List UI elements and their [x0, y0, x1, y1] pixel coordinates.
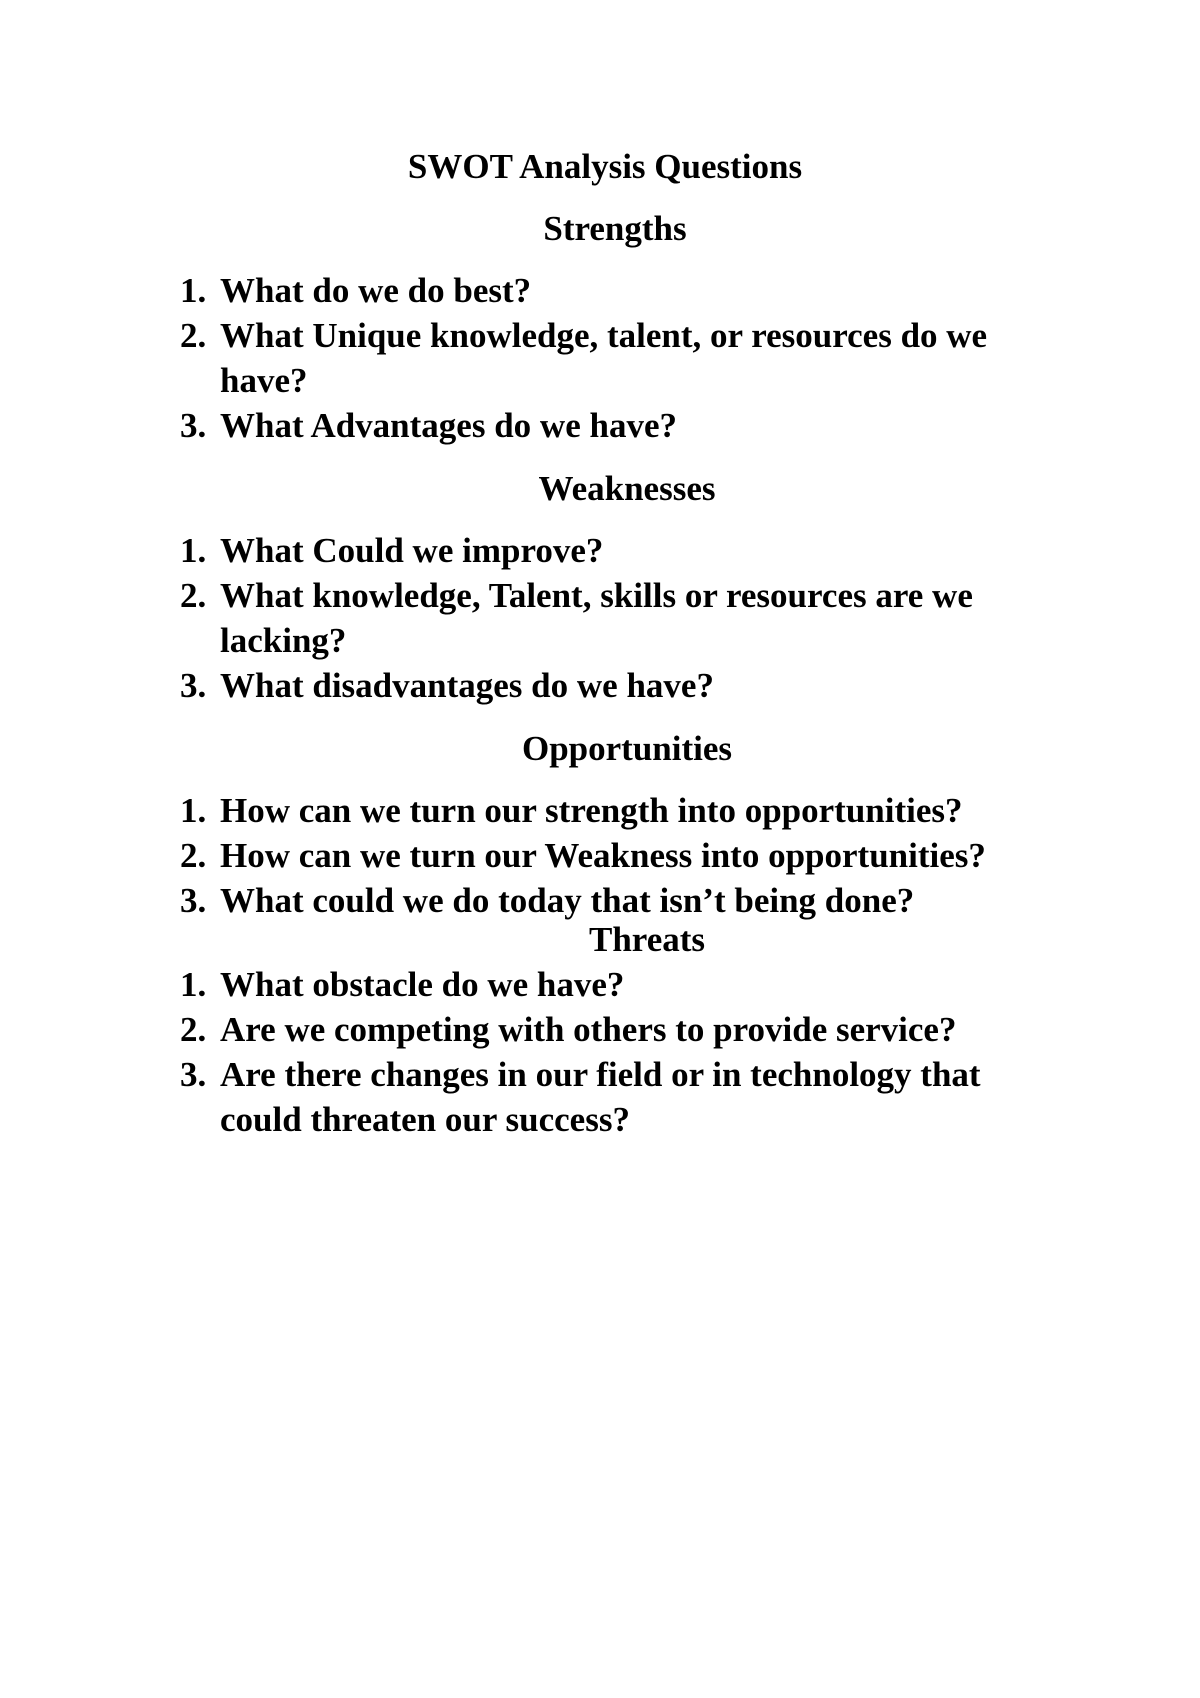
- section-heading-opportunities: Opportunities: [521, 729, 733, 768]
- question-number: 2.: [180, 836, 207, 875]
- question-item: [180, 1007, 1040, 1052]
- question-text: What Unique knowledge, talent, or resources do we have?: [220, 316, 988, 400]
- question-item: [180, 528, 1040, 573]
- question-text: Are there changes in our field or in technology that could threaten our success?: [220, 1055, 981, 1139]
- question-item: [180, 1052, 1040, 1142]
- question-item: [180, 268, 1040, 313]
- question-text: What obstacle do we have?: [220, 965, 625, 1004]
- question-text: What Could we improve?: [220, 531, 604, 570]
- question-list-strengths: [180, 268, 1040, 448]
- question-number: 1.: [180, 531, 207, 570]
- question-number: 3.: [180, 666, 207, 705]
- section-heading-weaknesses: Weaknesses: [538, 469, 716, 508]
- question-list-threats: [180, 962, 1040, 1142]
- question-text: What Advantages do we have?: [220, 406, 677, 445]
- question-list-weaknesses: [180, 528, 1040, 708]
- question-number: 1.: [180, 965, 207, 1004]
- question-number: 1.: [180, 791, 207, 830]
- question-item: [180, 788, 1040, 833]
- question-number: 1.: [180, 271, 207, 310]
- section-heading-strengths: Strengths: [543, 209, 687, 248]
- question-item: [180, 878, 1040, 923]
- question-item: [180, 833, 1040, 878]
- question-item: [180, 962, 1040, 1007]
- section-opportunities: [180, 727, 1040, 923]
- document-title: SWOT Analysis Questions: [407, 147, 803, 186]
- question-item: [180, 573, 1040, 663]
- question-text: What do we do best?: [220, 271, 532, 310]
- question-number: 2.: [180, 576, 207, 615]
- question-item: [180, 313, 1040, 403]
- section-weaknesses: [180, 467, 1040, 708]
- question-text: What knowledge, Talent, skills or resources are we lacking?: [220, 576, 973, 660]
- question-number: 2.: [180, 1010, 207, 1049]
- question-number: 3.: [180, 1055, 207, 1094]
- question-text: Are we competing with others to provide service?: [220, 1010, 957, 1049]
- question-list-opportunities: [180, 788, 1040, 923]
- question-item: [180, 403, 1040, 448]
- question-text: How can we turn our strength into opportunities?: [220, 791, 963, 830]
- question-text: How can we turn our Weakness into opportunities?: [220, 836, 986, 875]
- section-strengths: [180, 207, 1040, 448]
- question-number: 3.: [180, 881, 207, 920]
- question-text: What disadvantages do we have?: [220, 666, 714, 705]
- question-number: 2.: [180, 316, 207, 355]
- section-heading-threats: Threats: [588, 920, 706, 959]
- question-item: [180, 663, 1040, 708]
- question-number: 3.: [180, 406, 207, 445]
- question-text: What could we do today that isn’t being done?: [220, 881, 915, 920]
- section-threats: [180, 918, 1040, 1142]
